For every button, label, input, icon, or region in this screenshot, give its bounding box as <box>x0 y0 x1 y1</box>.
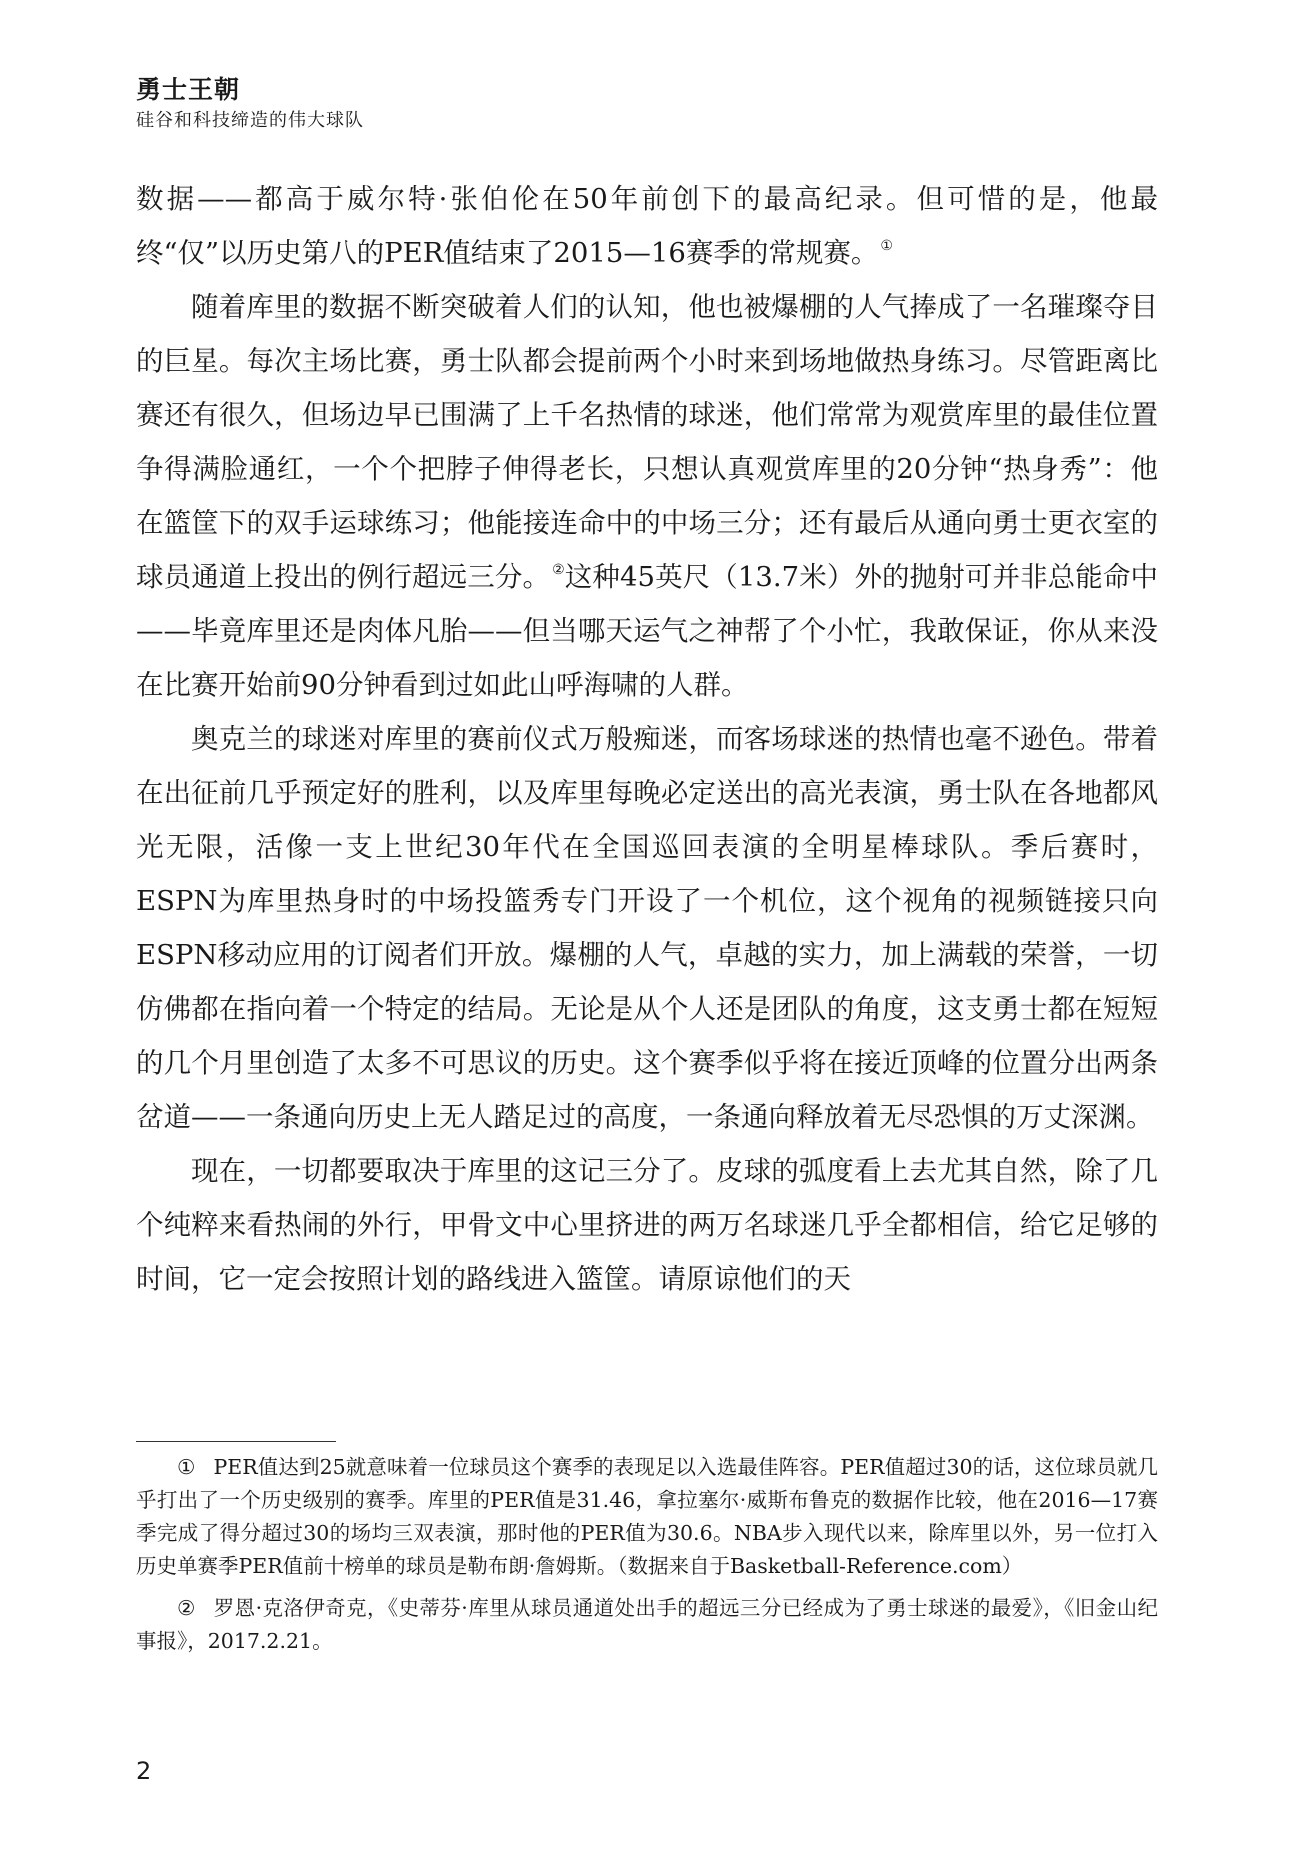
paragraph-2-text-before: 随着库里的数据不断突破着人们的认知，他也被爆棚的人气捧成了一名璀璨夺目的巨星。每次主场比赛，勇士队都会提前两个小时来到场地做热身练习。尽管距离比赛还有很久，但场边早已围满了上千名热情的球迷，他们常常为观赏库里的最佳位置争得满脸通红，一个个把脖子伸得老长，只想认真观赏库里的20分钟“热身秀”：他在篮筐下的双手运球练习；他能接连命中的中场三分；还有最后从通向勇士更衣室的球员通道上投出的例行超远三分。 <box>136 291 1158 593</box>
footnote-2 <box>136 1592 1158 1658</box>
paragraph-2-text-after: 这种45英尺（13.7米）外的抛射可并非总能命中——毕竟库里还是肉体凡胎——但当哪天运气之神帮了个小忙，我敢保证，你从来没在比赛开始前90分钟看到过如此山呼海啸的人群。 <box>136 561 1158 701</box>
footnote-ref-2: ② <box>552 562 565 578</box>
paragraph-1 <box>136 172 1158 280</box>
footnote-2-mark: ② <box>177 1596 196 1620</box>
footnote-1 <box>136 1451 1158 1583</box>
paragraph-4: 现在，一切都要取决于库里的这记三分了。皮球的弧度看上去尤其自然，除了几个纯粹来看热闹的外行，甲骨文中心里挤进的两万名球迷几乎全都相信，给它足够的时间，它一定会按照计划的路线进入篮筐。请原谅他们的天 <box>136 1155 1158 1295</box>
paragraph-3: 奥克兰的球迷对库里的赛前仪式万般痴迷，而客场球迷的热情也毫不逊色。带着在出征前几乎预定好的胜利，以及库里每晚必定送出的高光表演，勇士队在各地都风光无限，活像一支上世纪30年代在全国巡回表演的全明星棒球队。季后赛时，ESPN为库里热身时的中场投篮秀专门开设了一个机位，这个视角的视频链接只向ESPN移动应用的订阅者们开放。爆棚的人气，卓越的实力，加上满载的荣誉，一切仿佛都在指向着一个特定的结局。无论是从个人还是团队的角度，这支勇士都在短短的几个月里创造了太多不可思议的历史。这个赛季似乎将在接近顶峰的位置分出两条岔道——一条通向历史上无人踏足过的高度，一条通向释放着无尽恐惧的万丈深渊。 <box>136 723 1158 1133</box>
footnote-1-mark: ① <box>177 1455 196 1479</box>
page-number: 2 <box>136 1757 152 1785</box>
footnotes <box>136 1451 1158 1667</box>
book-title: 勇士王朝 <box>136 75 241 104</box>
footnote-divider <box>136 1441 336 1442</box>
footnote-ref-1: ① <box>880 238 893 254</box>
book-subtitle: 硅谷和科技缔造的伟大球队 <box>136 110 364 131</box>
body-text <box>136 172 1158 1306</box>
running-head <box>136 74 364 134</box>
footnote-2-text: 罗恩·克洛伊奇克，《史蒂芬·库里从球员通道处出手的超远三分已经成为了勇士球迷的最爱》，《旧金山纪事报》，2017.2.21。 <box>136 1596 1158 1653</box>
paragraph-1-text: 数据——都高于威尔特·张伯伦在50年前创下的最高纪录。但可惜的是，他最终“仅”以历史第八的PER值结束了2015—16赛季的常规赛。 <box>136 183 1158 269</box>
footnote-1-text: PER值达到25就意味着一位球员这个赛季的表现足以入选最佳阵容。PER值超过30的话，这位球员就几乎打出了一个历史级别的赛季。库里的PER值是31.46，拿拉塞尔·威斯布鲁克的数据作比较，他在2016—17赛季完成了得分超过30的场均三双表演，那时他的PER值为30.6。NBA步入现代以来，除库里以外，另一位打入历史单赛季PER值前十榜单的球员是勒布朗·詹姆斯。（数据来自于Basketball-Reference.com） <box>136 1455 1158 1578</box>
paragraph-2 <box>136 280 1158 712</box>
